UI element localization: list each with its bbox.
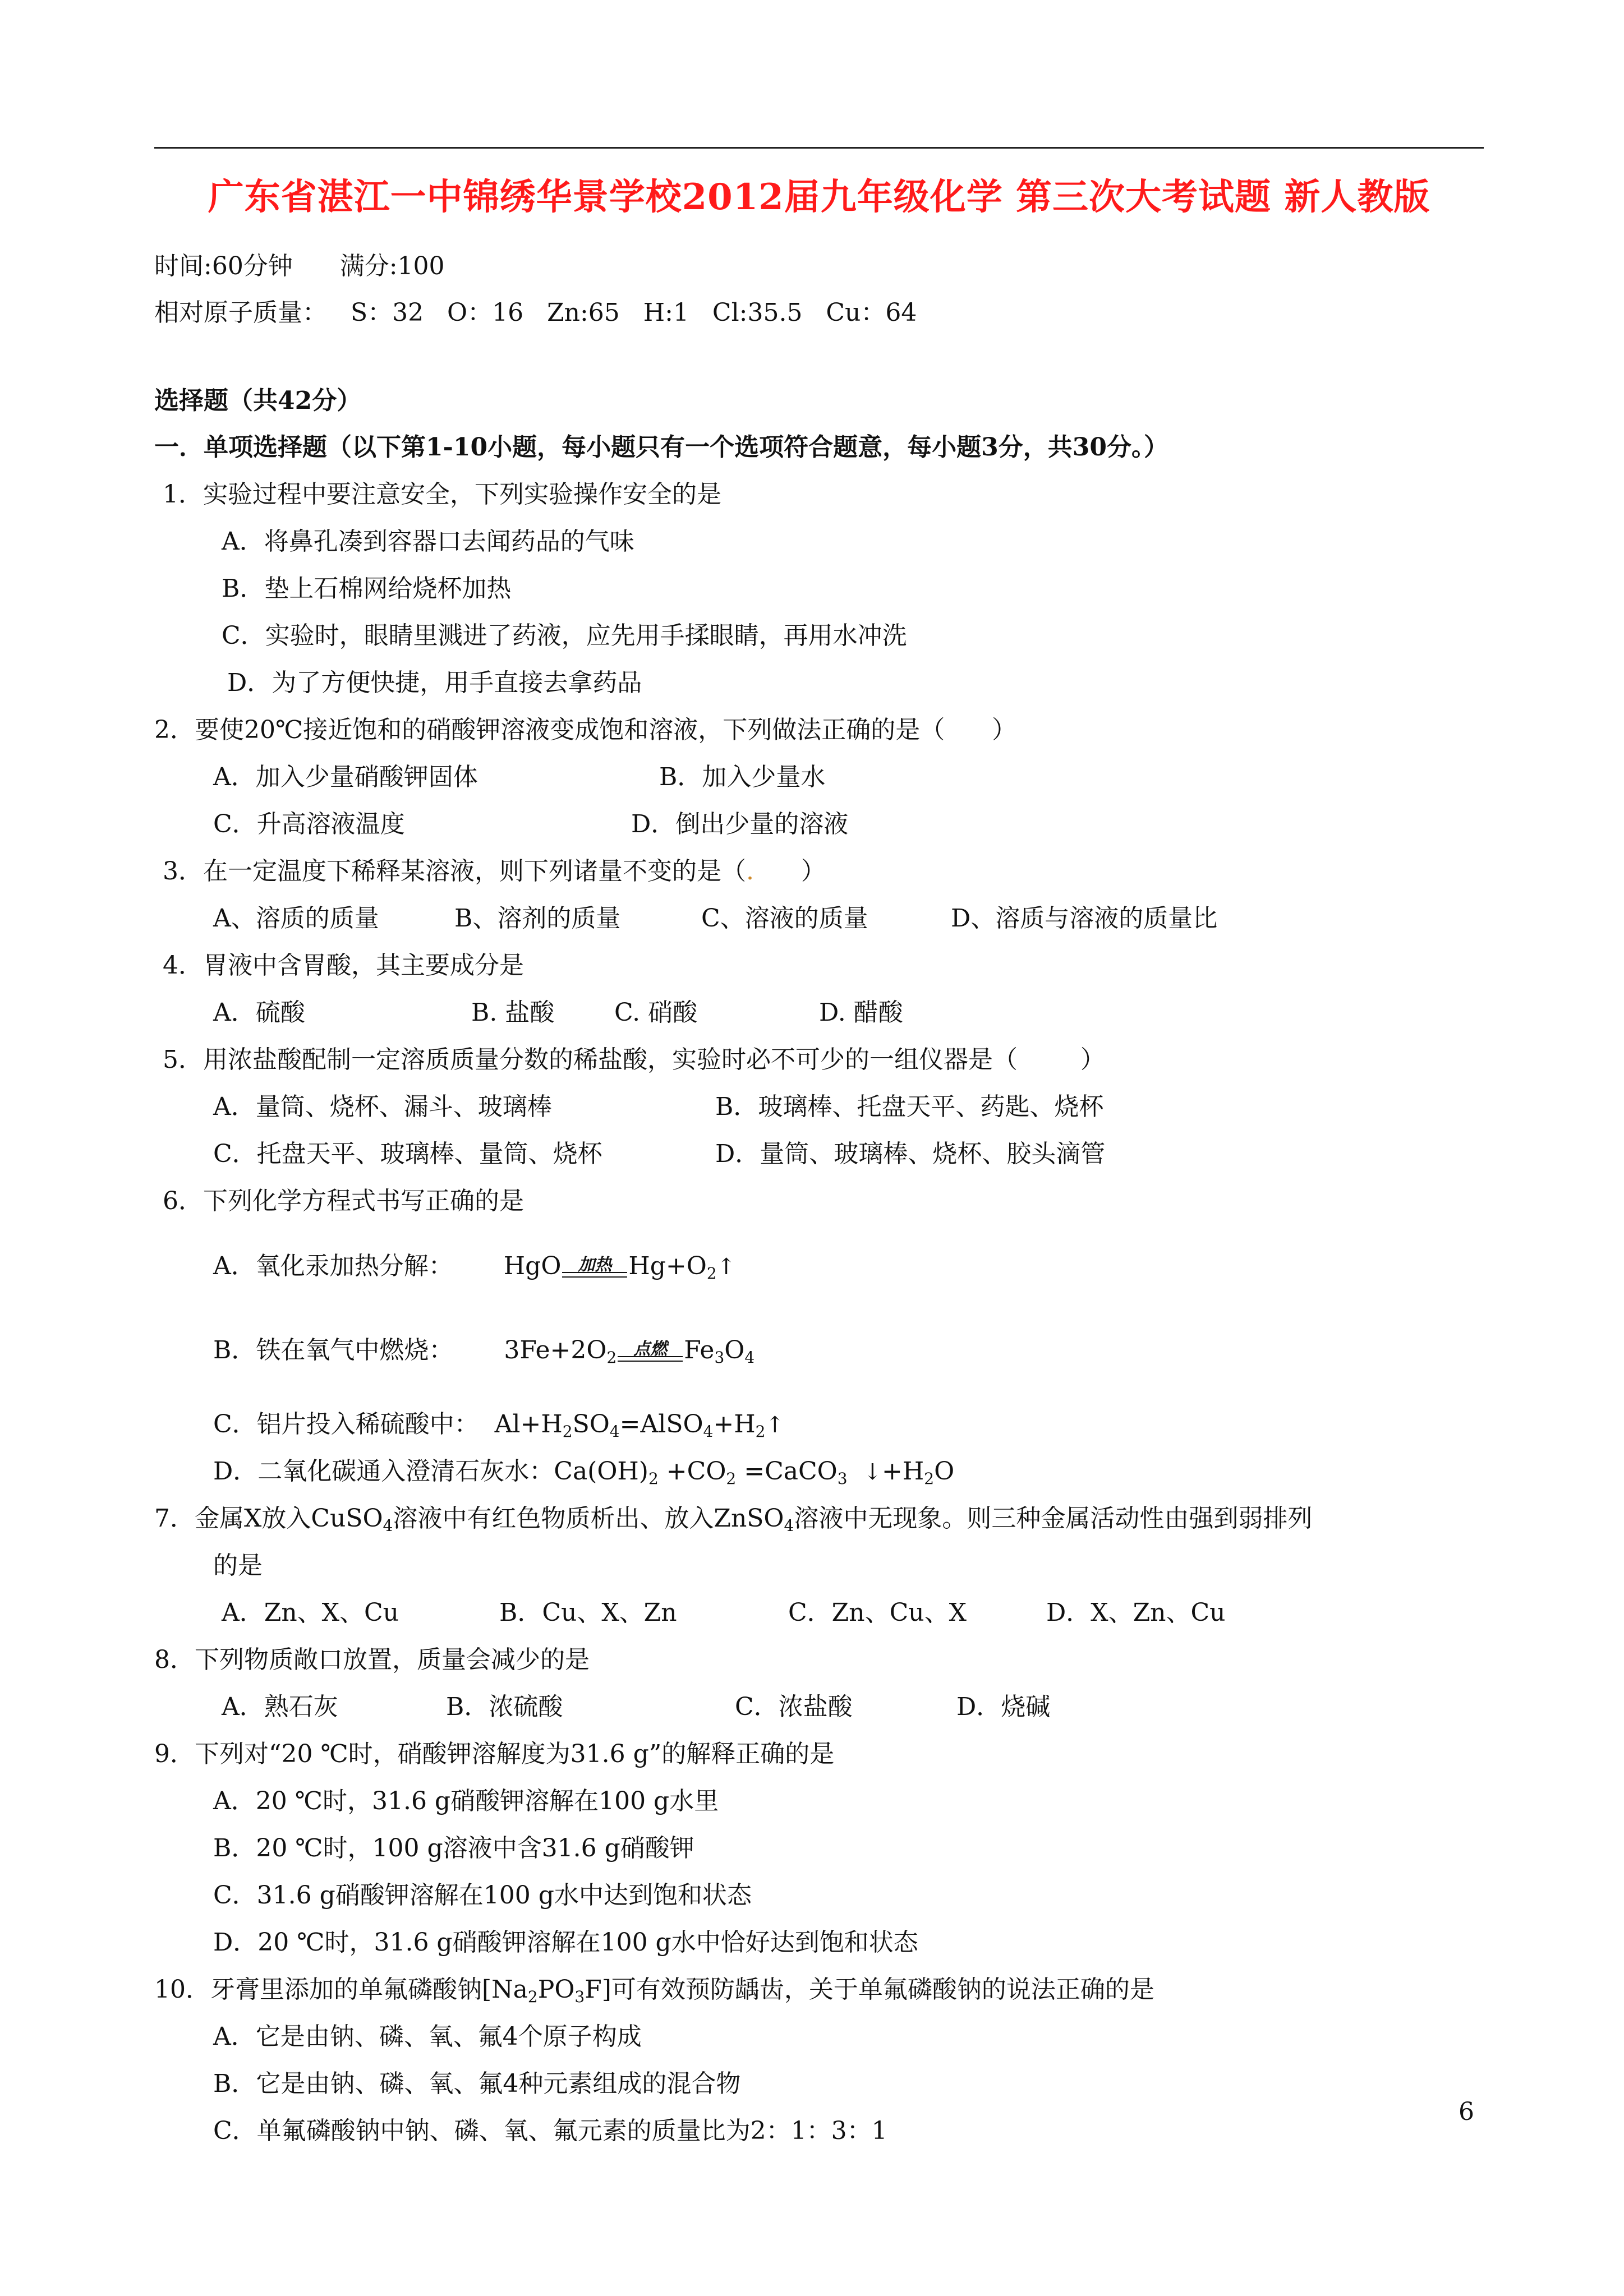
question-1-stem: 1．实验过程中要注意安全，下列实验操作安全的是 <box>163 480 721 509</box>
question-4-option-a: A．硫酸 <box>213 998 305 1027</box>
question-7-option-b: B．Cu、X、Zn <box>499 1598 677 1627</box>
document-title: 广东省湛江一中锦绣华景学校2012届九年级化学 第三次大考试题 新人教版 <box>208 176 1430 218</box>
question-2-option-b: B．加入少量水 <box>659 763 826 791</box>
question-6-option-c: C．铝片投入稀硫酸中： $Al+H_2SO_4=AlSO_4+H_2↑$ <box>213 1410 784 1441</box>
double-line-icon <box>618 1356 683 1362</box>
question-2-option-c: C．升高溶液温度 <box>213 810 405 838</box>
question-5-option-d: D．量筒、玻璃棒、烧杯、胶头滴管 <box>715 1140 1106 1168</box>
question-6-option-a: A．氧化汞加热分解： HgO 加热 $Hg+O_2↑$ <box>213 1250 735 1284</box>
question-6-stem: 6．下列化学方程式书写正确的是 <box>163 1187 524 1215</box>
question-2-option-d: D．倒出少量的溶液 <box>631 810 849 838</box>
part-heading: 一．单项选择题（以下第1-10小题，每小题只有一个选项符合题意，每小题3分，共30分。） <box>154 433 1168 462</box>
question-4-stem: 4．胃液中含胃酸，其主要成分是 <box>163 951 524 980</box>
question-9-option-c: C．31.6 g硝酸钾溶解在100 g水中达到饱和状态 <box>213 1881 752 1910</box>
question-5-stem: 5．用浓盐酸配制一定溶质质量分数的稀盐酸，实验时必不可少的一组仪器是（ ） <box>163 1045 1105 1074</box>
question-6-option-d-label: D．二氧化碳通入澄清石灰水： <box>213 1457 554 1486</box>
reaction-condition-heat-text: 加热 <box>578 1255 612 1275</box>
question-1-option-d: D．为了方便快捷，用手直接去拿药品 <box>227 668 642 697</box>
down-arrow-icon: ↓ <box>863 1459 882 1485</box>
question-6-option-a-reactant: HgO <box>503 1252 562 1280</box>
question-4-option-d: D. 醋酸 <box>819 998 903 1027</box>
question-6-option-a-label: A．氧化汞加热分解： <box>213 1252 453 1280</box>
question-3-stem-text: 3．在一定温度下稀释某溶液，则下列诸量不变的是（ <box>163 857 746 886</box>
question-5-option-b: B．玻璃棒、托盘天平、药匙、烧杯 <box>715 1092 1104 1121</box>
question-8-option-a: A．熟石灰 <box>222 1693 338 1721</box>
question-3-option-d: D、溶质与溶液的质量比 <box>951 904 1218 933</box>
page-number: 6 <box>1459 2097 1474 2126</box>
question-3-stem-mark: . <box>746 857 754 886</box>
question-8-stem: 8．下列物质敞口放置，质量会减少的是 <box>154 1645 590 1674</box>
reaction-condition-ignite-text: 点燃 <box>633 1339 668 1359</box>
question-6-option-a-product: Hg+O <box>628 1252 707 1280</box>
question-9-stem: 9．下列对“20 ℃时，硝酸钾溶解度为31.6 g”的解释正确的是 <box>154 1740 835 1768</box>
question-8-option-d: D．烧碱 <box>956 1693 1051 1721</box>
question-5-option-a: A．量筒、烧杯、漏斗、玻璃棒 <box>213 1092 552 1121</box>
header-rule <box>154 147 1484 149</box>
question-7-option-c: C．Zn、Cu、X <box>788 1598 967 1627</box>
question-10-stem-part1: 10．牙膏里添加的单氟磷酸钠[Na <box>154 1975 528 2004</box>
question-1-option-c: C．实验时，眼睛里溅进了药液，应先用手揉眼睛，再用水冲洗 <box>222 621 907 650</box>
question-7-stem-part1: 7．金属X放入CuSO <box>154 1504 383 1533</box>
question-6-option-b: B．铁在氧气中燃烧： $3Fe+2O_2$ 点燃 $Fe_3O_4$ <box>213 1334 755 1367</box>
question-3-option-a: A、溶质的质量 <box>213 904 379 933</box>
question-3-stem-close: ） <box>754 857 826 886</box>
question-3-option-c: C、溶液的质量 <box>701 904 868 933</box>
question-9-option-a: A．20 ℃时，31.6 g硝酸钾溶解在100 g水里 <box>213 1787 719 1815</box>
reaction-condition-ignite <box>617 1334 684 1367</box>
reaction-condition-heat <box>561 1250 628 1283</box>
up-arrow-icon: ↑ <box>716 1254 736 1280</box>
question-2-stem: 2．要使20℃接近饱和的硝酸钾溶液变成饱和溶液，下列做法正确的是（ ） <box>154 716 1017 744</box>
question-1-option-a: A．将鼻孔凑到容器口去闻药品的气味 <box>222 527 634 556</box>
question-9-option-b: B．20 ℃时，100 g溶液中含31.6 g硝酸钾 <box>213 1834 694 1862</box>
double-line-icon <box>562 1272 627 1278</box>
up-arrow-icon: ↑ <box>765 1412 784 1438</box>
question-8-option-b: B．浓硫酸 <box>446 1693 563 1721</box>
question-6-option-b-label: B．铁在氧气中燃烧： <box>213 1336 454 1364</box>
question-3-option-b: B、溶剂的质量 <box>454 904 621 933</box>
question-6-option-b-reactant: 3Fe+2O <box>504 1336 607 1364</box>
question-4-option-b: B. 盐酸 <box>471 998 555 1027</box>
section-heading: 选择题（共42分） <box>154 386 362 415</box>
question-1-option-b: B．垫上石棉网给烧杯加热 <box>222 574 512 603</box>
question-10-option-b: B．它是由钠、磷、氧、氟4种元素组成的混合物 <box>213 2069 741 2098</box>
question-10-option-c: C．单氟磷酸钠中钠、磷、氧、氟元素的质量比为2：1：3：1 <box>213 2117 887 2145</box>
question-10-stem-part3: F]可有效预防龋齿，关于单氟磷酸钠的说法正确的是 <box>585 1975 1154 2004</box>
question-7-stem: 7．金属X放入CuSO$_4$溶液中有红色物质析出、放入ZnSO$_4$溶液中无现象。则三种金属活动性由强到弱排列 <box>154 1504 1313 1535</box>
question-8-option-c: C．浓盐酸 <box>735 1693 853 1721</box>
question-7-option-a: A．Zn、X、Cu <box>222 1598 399 1627</box>
question-7-option-d: D．X、Zn、Cu <box>1046 1598 1226 1627</box>
question-7-stem-part2: 溶液中有红色物质析出、放入ZnSO <box>393 1504 784 1533</box>
question-7-stem-part3: 溶液中无现象。则三种金属活动性由强到弱排列 <box>794 1504 1313 1533</box>
exam-time-line: 时间:60分钟 满分:100 <box>154 252 445 280</box>
question-2-option-a: A．加入少量硝酸钾固体 <box>213 763 478 791</box>
question-6-option-d: D．二氧化碳通入澄清石灰水：$Ca(OH)_2 +CO_2$ =CaCO$_3$ $↓+H_2O$ <box>213 1457 955 1488</box>
question-10-stem-part2: PO <box>537 1975 575 2004</box>
question-3-stem <box>163 855 826 888</box>
question-9-option-d: D．20 ℃时，31.6 g硝酸钾溶解在100 g水中恰好达到饱和状态 <box>213 1928 918 1957</box>
question-10-option-a: A．它是由钠、磷、氧、氟4个原子构成 <box>213 2022 642 2051</box>
question-4-option-c: C. 硝酸 <box>614 998 698 1027</box>
question-10-stem: 10．牙膏里添加的单氟磷酸钠$[Na_2PO_3F]$可有效预防龋齿，关于单氟磷酸钠的说法正确的是 <box>154 1975 1154 2006</box>
question-6-option-c-label: C．铝片投入稀硫酸中： <box>213 1410 479 1439</box>
question-6-option-b-product: Fe <box>684 1336 715 1364</box>
atomic-mass-line: 相对原子质量： S：32 O：16 Zn:65 H:1 Cl:35.5 Cu：64 <box>154 298 917 327</box>
question-5-option-c: C．托盘天平、玻璃棒、量筒、烧杯 <box>213 1140 602 1168</box>
question-7-stem-continued: 的是 <box>213 1551 263 1580</box>
